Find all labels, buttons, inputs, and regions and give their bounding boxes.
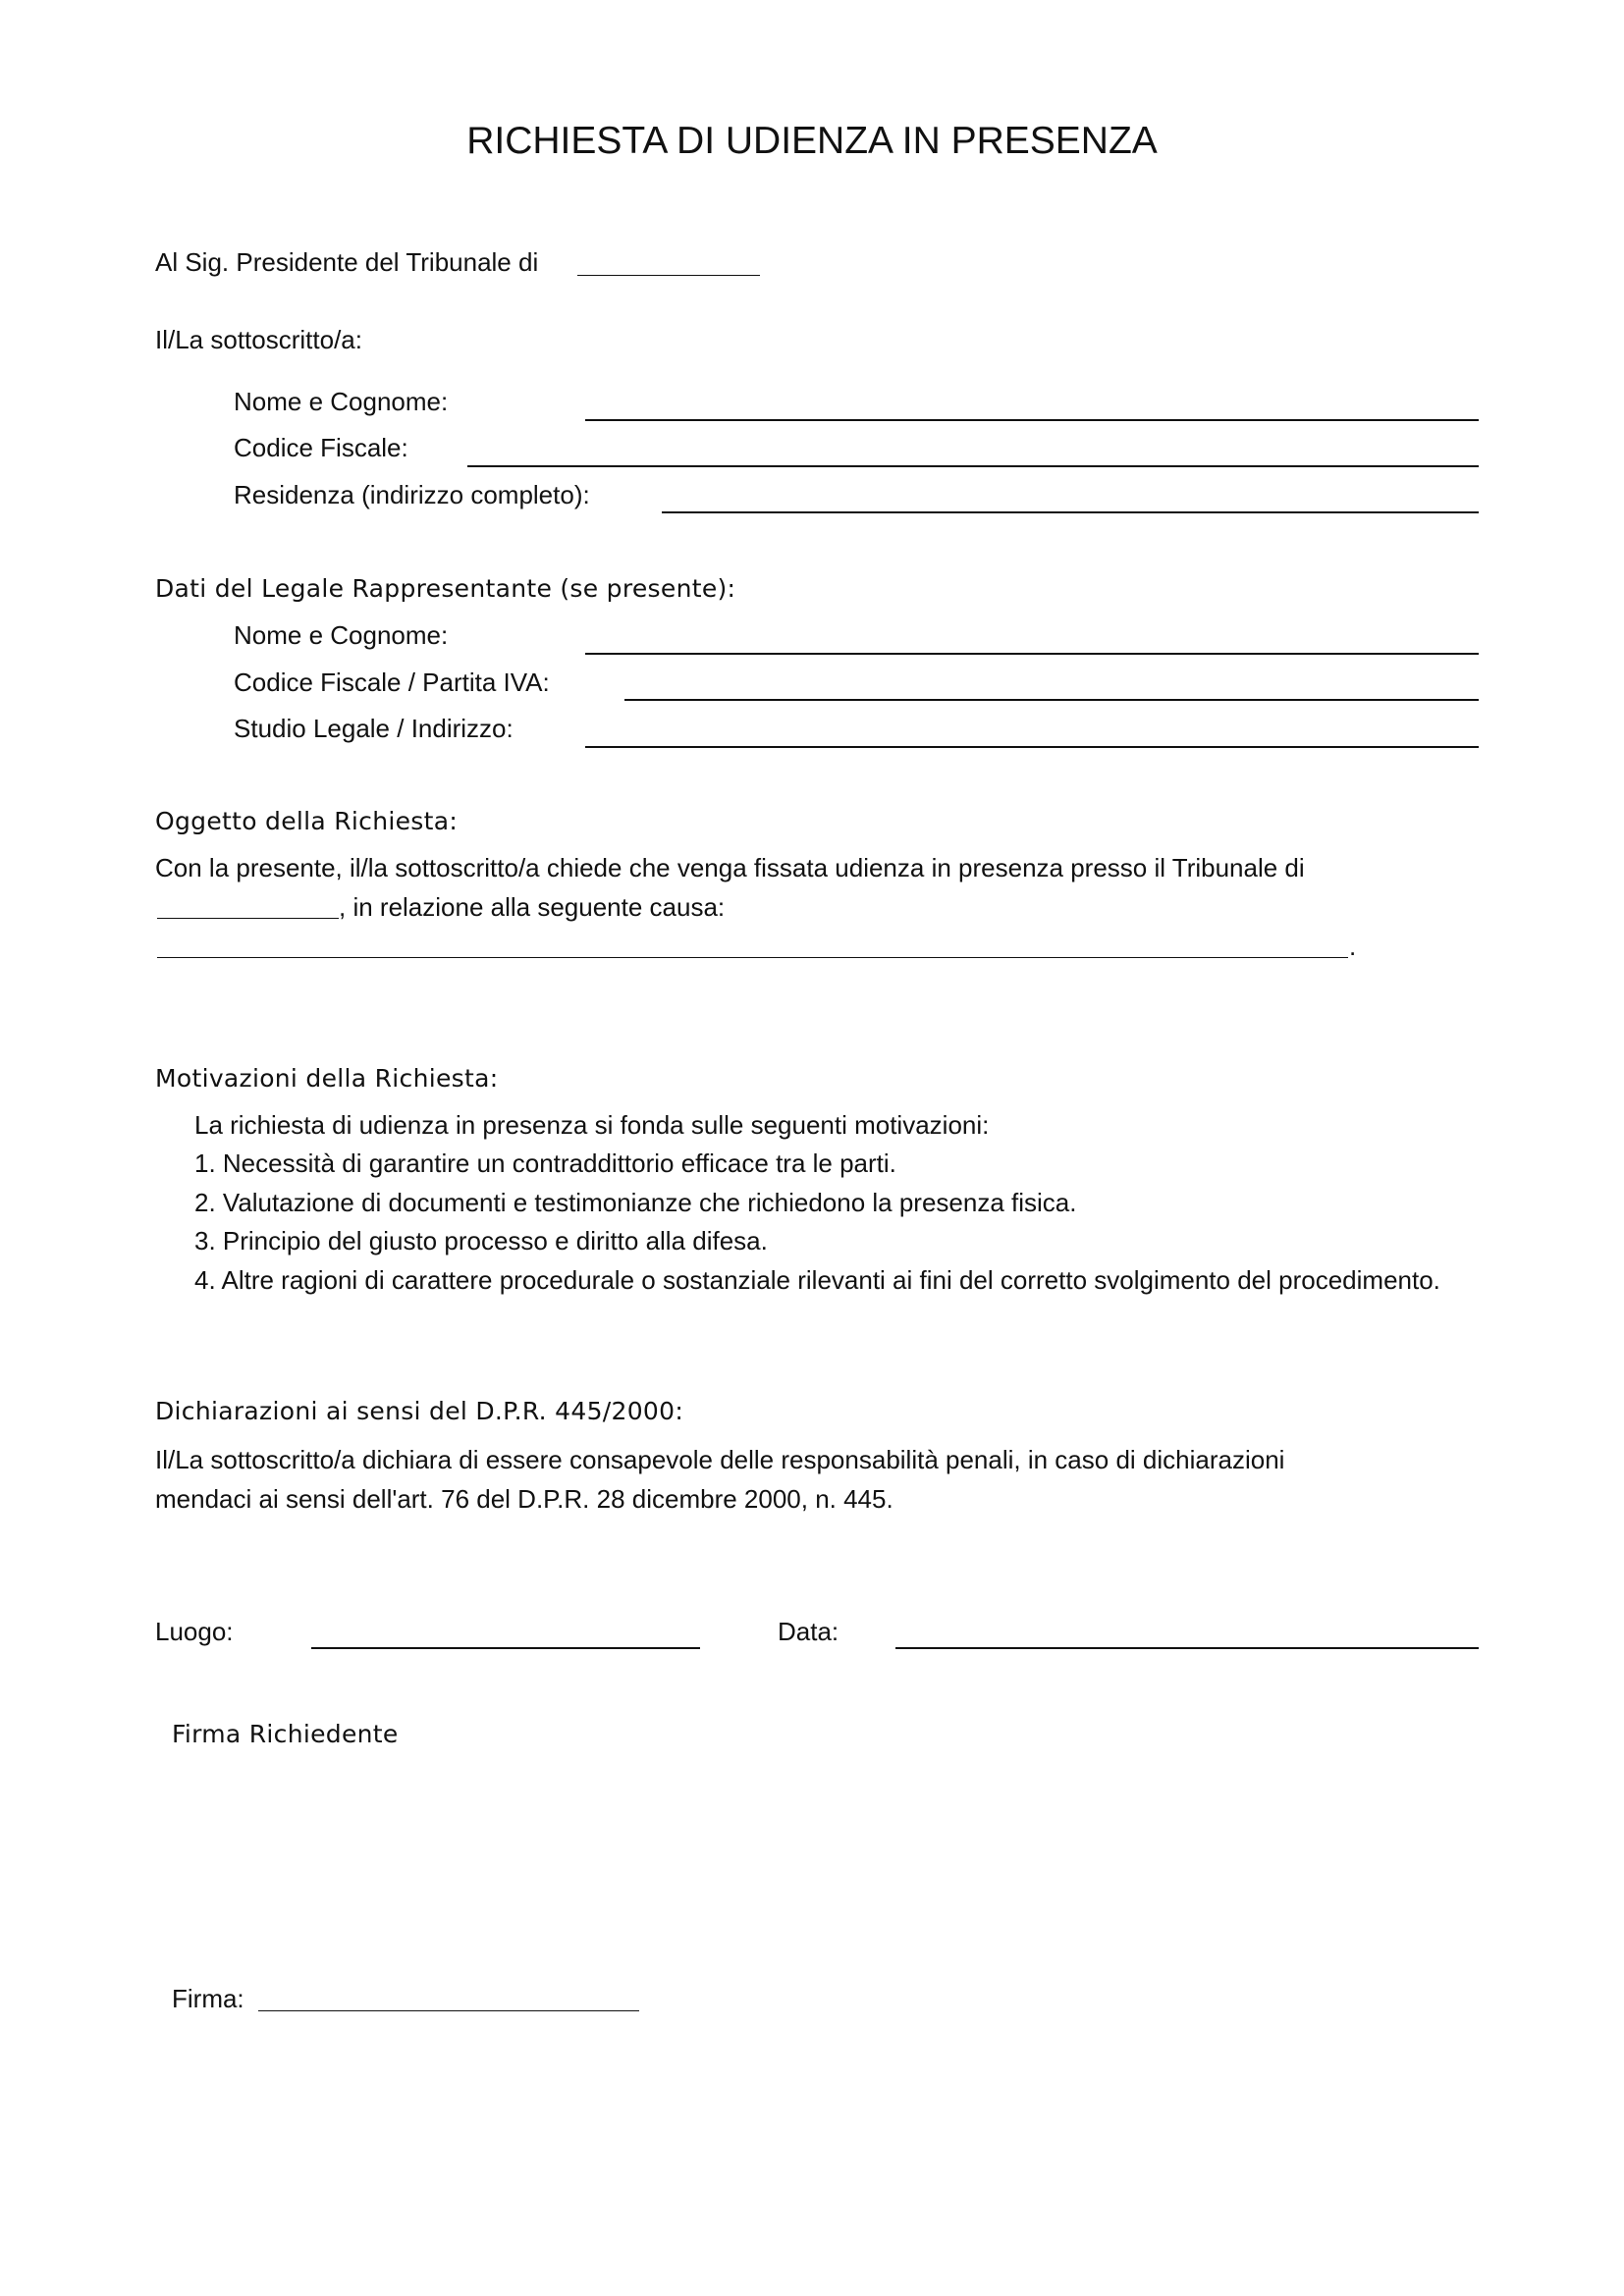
reasons-intro: La richiesta di udienza in presenza si fonda sulle seguenti motivazioni: (194, 1110, 990, 1140)
subject-case-blank[interactable] (157, 957, 1348, 958)
representative-tax-label: Codice Fiscale / Partita IVA: (234, 667, 550, 697)
subject-heading: Oggetto della Richiesta: (155, 807, 459, 835)
reason-item: 3. Principio del giusto processo e diritto alla difesa. (194, 1226, 768, 1255)
date-field[interactable] (895, 1647, 1479, 1649)
addressee-label: Al Sig. Presidente del Tribunale di (155, 247, 539, 277)
representative-office-label: Studio Legale / Indirizzo: (234, 714, 514, 743)
place-field[interactable] (311, 1647, 700, 1649)
reason-item: 1. Necessità di garantire un contraddittorio efficace tra le parti. (194, 1148, 896, 1178)
date-label: Data: (778, 1617, 839, 1646)
signature-label: Firma: (172, 1984, 244, 2013)
applicant-residence-label: Residenza (indirizzo completo): (234, 480, 590, 509)
representative-tax-field[interactable] (624, 699, 1479, 701)
subject-tribunal-blank[interactable] (157, 918, 339, 919)
declaration-line-2: mendaci ai sensi dell'art. 76 del D.P.R. 28 dicembre 2000, n. 445. (155, 1484, 893, 1514)
applicant-name-field[interactable] (585, 419, 1479, 421)
subject-line-3-period: . (1349, 932, 1357, 961)
representative-heading: Dati del Legale Rappresentante (se presente): (155, 574, 736, 603)
place-label: Luogo: (155, 1617, 234, 1646)
applicant-intro: Il/La sottoscritto/a: (155, 325, 362, 354)
tribunal-city-blank[interactable] (577, 275, 760, 276)
representative-office-field[interactable] (585, 746, 1479, 748)
applicant-residence-field[interactable] (662, 511, 1479, 513)
declaration-line-1: Il/La sottoscritto/a dichiara di essere consapevole delle responsabilità penali, in caso di dichiarazioni (155, 1445, 1285, 1474)
applicant-name-label: Nome e Cognome: (234, 387, 449, 416)
signature-heading: Firma Richiedente (172, 1720, 399, 1748)
applicant-tax-code-label: Codice Fiscale: (234, 433, 408, 462)
subject-line-2: , in relazione alla seguente causa: (339, 892, 726, 922)
representative-name-field[interactable] (585, 653, 1479, 655)
representative-name-label: Nome e Cognome: (234, 620, 449, 650)
applicant-tax-code-field[interactable] (467, 465, 1479, 467)
signature-field[interactable] (258, 2010, 639, 2011)
document-title: RICHIESTA DI UDIENZA IN PRESENZA (466, 120, 1158, 162)
reason-item: 2. Valutazione di documenti e testimonianze che richiedono la presenza fisica. (194, 1188, 1077, 1217)
reason-item: 4. Altre ragioni di carattere procedurale o sostanziale rilevanti ai fini del corretto svolgimento del procedimento. (194, 1265, 1440, 1295)
declaration-heading: Dichiarazioni ai sensi del D.P.R. 445/2000: (155, 1397, 684, 1425)
reasons-heading: Motivazioni della Richiesta: (155, 1064, 499, 1093)
subject-line-1: Con la presente, il/la sottoscritto/a chiede che venga fissata udienza in presenza presso il Tribunale di (155, 853, 1305, 882)
